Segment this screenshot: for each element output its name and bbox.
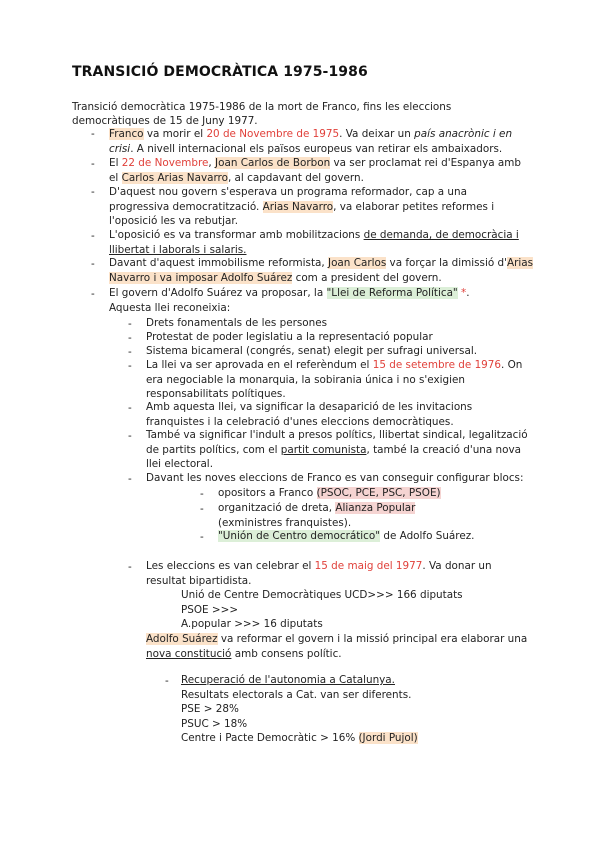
date-22-nov: 22 de Novembre [121,157,209,169]
text: va morir el [143,128,207,140]
text: com a president del govern. [292,271,442,284]
highlight-jordi-pujol: (Jordi Pujol) [358,732,418,744]
underlined-text: de demanda, de democràcia i llibertat i laborals i salaris. [109,229,519,256]
text: . A nivell internacional els països europeus van retirar els ambaixadors. [130,142,503,155]
bullet-new-government [109,185,524,229]
cat-results-line: Resultats electorals a Cat. van ser diferents. [181,689,412,701]
sub-bullet-dash: - [128,346,132,358]
text: La llei va ser aprovada en el referèndum el [146,359,373,371]
highlight-joan-carlos: Joan Carlos [328,257,387,269]
sub-bullet-dash: - [128,360,132,372]
cat-result-psuc: PSUC > 18% [181,718,248,730]
text: (exministres franquistes). [218,516,352,529]
text: opositors a Franco [218,487,317,499]
highlight-arias-navarro: Arias Navarro [262,200,334,213]
bullet-dash: - [91,230,95,242]
text: . [466,287,470,299]
underlined-text: partit comunista [280,443,367,456]
highlight-joan-carlos: Joan Carlos de Borbon [215,157,331,169]
text: El govern d'Adolfo Suárez va proposar, la [109,287,327,299]
sub-bullet-dash: - [128,402,132,414]
result-ucd: Unió de Centre Democràtiques UCD>>> 166 diputats [181,589,463,601]
text: va ser proclamat rei d'Espanya amb el [109,157,521,184]
text: organització de dreta, [218,502,336,514]
sub-item-blocs: Davant les noves eleccions de Franco es van conseguir configurar blocs: [146,472,524,484]
bullet-reform-law [109,286,529,315]
italic-text: país anacrònic i en crisi [109,128,513,155]
paragraph-suarez-reform [146,632,531,661]
bullet-dash: - [91,258,95,270]
highlight-alianza-popular: Alianza Popular [335,502,416,514]
sub-bullet-dash: - [128,430,132,442]
text: Aquesta llei reconeixia: [109,301,231,314]
text: va reformar el govern i la missió principal era elaborar una [217,633,528,645]
sub-item-rights: Drets fonamentals de les persones [146,317,328,329]
text: , també la creació d'una nova llei electoral. [146,443,522,471]
bullet-dash: - [91,128,95,140]
text: Centre i Pacte Democràtic > 16% [181,732,359,744]
date-20-nov-1975: 20 de Novembre de 1975 [206,128,340,140]
underlined-text: nova constitució [146,647,232,660]
sub-sub-bullet-dash: - [200,531,204,543]
sub-sub-bullet-dash: - [200,488,204,500]
highlight-franco: Franco [109,128,144,140]
text: Les eleccions es van celebrar el [146,560,315,572]
text: de Adolfo Suárez. [380,530,475,542]
sub-bullet-dash: - [128,318,132,330]
result-psoe: PSOE >>> [181,604,239,616]
cat-result-centre [181,731,418,746]
text: El [109,157,122,169]
text: També va significar l'indult a presos polítics, llibertat sindical, legalització de partits polítics, com el [146,429,528,456]
sub-bullet-dash: - [128,561,132,573]
text: . Va donar un resultat bipartidista. [146,560,492,587]
sub-sub-bullet-dash: - [200,503,204,515]
sub-item-legislative: Protestat de poder legislatiu a la representació popular [146,331,433,343]
text: . Va deixar un [339,128,415,140]
bullet-franco-death [109,127,529,156]
highlight-llei-reforma: "Llei de Reforma Política" [326,287,458,299]
text: va forçar la dimissió d' [386,257,507,269]
sub-bullet-dash: - [128,332,132,344]
bullet-dimission [109,256,534,285]
intro-paragraph: Transició democràtica 1975-1986 de la mort de Franco, fins les eleccions democràtiques de 15 de Juny 1977. [72,101,452,127]
text: L'oposició es va transformar amb mobilitzacions [109,229,364,241]
date-15-maig-1977: 15 de maig del 1977 [314,560,423,572]
date-15-sept-1976: 15 de setembre de 1976 [372,359,502,371]
asterisk-mark: * [457,287,467,299]
bullet-dash: - [91,158,95,170]
section-catalunya-title: Recuperació de l'autonomia a Catalunya. [181,674,395,686]
text: Davant d'aquest immobilisme reformista, [109,257,329,269]
sub-bullet-dash: - [165,675,169,687]
sub-item-bicameral: Sistema bicameral (congrés, senat) elegit per sufragi universal. [146,345,478,357]
text: amb consens polític. [231,647,342,660]
bullet-dash: - [91,186,95,198]
bullet-dash: - [91,288,95,300]
sub-item-disappearance: Amb aquesta llei, va significar la desaparició de les invitacions franquistes i la celebració d'unes eleccions democràtiques. [146,401,473,428]
highlight-adolfo-suarez: Adolfo Suárez [146,633,218,645]
highlight-parties: (PSOC, PCE, PSC, PSOE) [316,487,441,499]
text: , va elaborar petites reformes i l'oposició les va rebutjar. [109,200,495,228]
bullet-opposition [109,228,534,257]
page-title: TRANSICIÓ DEMOCRÀTICA 1975-1986 [72,64,368,80]
bloc-opposition [218,486,518,501]
bullet-proclamation [109,156,529,185]
bloc-right [218,501,468,530]
sub-item-amnesty [146,428,531,472]
highlight-arias-navarro: Carlos Arias Navarro [121,171,228,184]
text: , al capdavant del govern. [227,171,364,184]
text: , [208,157,216,169]
sub-bullet-dash: - [128,473,132,485]
bloc-ucd [218,529,518,544]
sub-item-elections [146,559,531,588]
cat-result-pse: PSE > 28% [181,703,239,715]
result-ap: A.popular >>> 16 diputats [181,618,323,630]
highlight-arias-suarez: Arias Navarro i va imposar Adolfo Suárez [109,257,534,284]
sub-item-referendum [146,358,531,402]
text: . On era negociable la monarquia, la sobirania única i no s'exigien responsabilitats polítiques. [146,359,523,401]
highlight-ucd: "Unión de Centro democrático" [218,530,381,542]
text: D'aquest nou govern s'esperava un programa reformador, cap a una progressiva democratització. [109,186,467,213]
